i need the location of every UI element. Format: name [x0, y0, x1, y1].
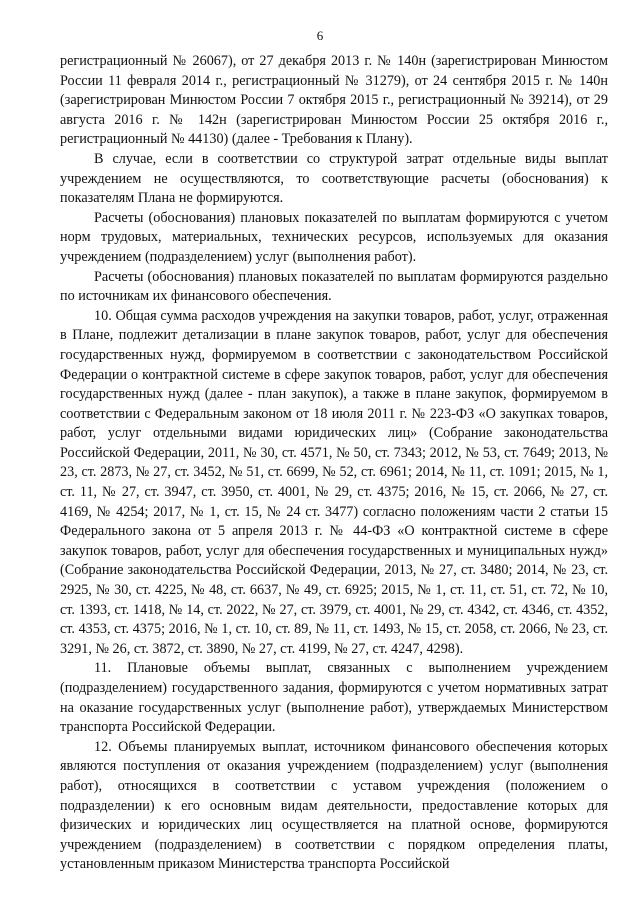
paragraph-item-10: 10. Общая сумма расходов учреждения на закупки товаров, работ, услуг, отраженная в Плане, подлежит детализации в плане закупок товаров, работ, услуг для обеспечения государственных нужд, формируемом в соответствии с законодательством Российской Федерации о контрактной системе в сфере закупок товаров, работ, услуг для обеспечения государственных нужд (далее - план закупок), а также в плане закупок, формируемом в соответствии с Федеральным законом от 18 июля 2011 г. № 223-ФЗ «О закупках товаров, работ, услуг отдельными видами юридических лиц» (Собрание законодательства Российской Федерации, 2011, № 30, ст. 4571, № 50, ст. 7343; 2012, № 53, ст. 7649; 2013, № 23, ст. 2873, № 27, ст. 3452, № 51, ст. 6699, № 52, ст. 6961; 2014, № 11, ст. 1091; 2015, № 1, ст. 11, № 27, ст. 3947, ст. 3950, ст. 4001, № 29, ст. 4375; 2016, № 15, ст. 2066, № 27, ст. 4169, № 4254; 2017, № 1, ст. 15, № 24 ст. 3477) согласно положениям части 2 статьи 15 Федерального закона от 5 апреля 2013 г. № 44-ФЗ «О контрактной системе в сфере закупок товаров, работ, услуг для обеспечения государственных и муниципальных нужд» (Собрание законодательства Российской Федерации, 2013, № 27, ст. 3480; 2014, № 23, ст. 2925, № 30, ст. 4225, № 48, ст. 6637, № 49, ст. 6925; 2015, № 1, ст. 11, ст. 51, ст. 72, № 10, ст. 1393, ст. 1418, № 14, ст. 2022, № 27, ст. 3979, ст. 4001, № 29, ст. 4342, ст. 4346, ст. 4352, ст. 4353, ст. 4375; 2016, № 1, ст. 10, ст. 89, № 11, ст. 1493, № 15, ст. 2058, ст. 2066, № 23, ст. 3291, № 26, ст. 3872, ст. 3890, № 27, ст. 4199, № 27, ст. 4247, 4298).: [60, 307, 608, 657]
paragraph-calculation-norms: Расчеты (обоснования) плановых показателей по выплатам формируются с учетом норм трудовых, материальных, технических ресурсов, используемых для оказания учреждением (подразделением) услуг (выполнения работ).: [60, 209, 608, 265]
document-body: [60, 52, 608, 875]
paragraph-item-11: 11. Плановые объемы выплат, связанных с выполнением учреждением (подразделением) государственного задания, формируются с учетом нормативных затрат на оказание государственных услуг (выполнение работ), утверждаемых Министерством транспорта Российской Федерации.: [60, 660, 608, 736]
page-number: 6: [316, 28, 324, 43]
paragraph-continuation: регистрационный № 26067), от 27 декабря 2013 г. № 140н (зарегистрирован Минюстом России 11 февраля 2014 г., регистрационный № 31279), от 24 сентября 2015 г. № 140н (зарегистрирован Минюстом России 7 октября 2015 г., регистрационный № 39214), от 29 августа 2016 г. № 142н (зарегистрирован Минюстом России 25 октября 2016 г., регистрационный № 44130) (далее - Требования к Плану).: [60, 53, 608, 148]
paragraph-no-expenses: В случае, если в соответствии со структурой затрат отдельные виды выплат учреждением не осуществляются, то соответствующие расчеты (обоснования) к показателям Плана не формируются.: [60, 150, 608, 207]
paragraph-item-12: 12. Объемы планируемых выплат, источником финансового обеспечения которых являются поступления от оказания учреждением (подразделением) услуг (выполнения работ), относящихся в соответствии с уставом учреждения (положением о подразделении) к его основным видам деятельности, предоставление которых для физических и юридических лиц осуществляется на платной основе, формируются учреждением (подразделением) в соответствии с порядком определения платы, установленным приказом Министерства транспорта Российской: [60, 738, 608, 873]
paragraph-calculation-sources: Расчеты (обоснования) плановых показателей по выплатам формируются раздельно по источникам их финансового обеспечения.: [60, 268, 608, 305]
